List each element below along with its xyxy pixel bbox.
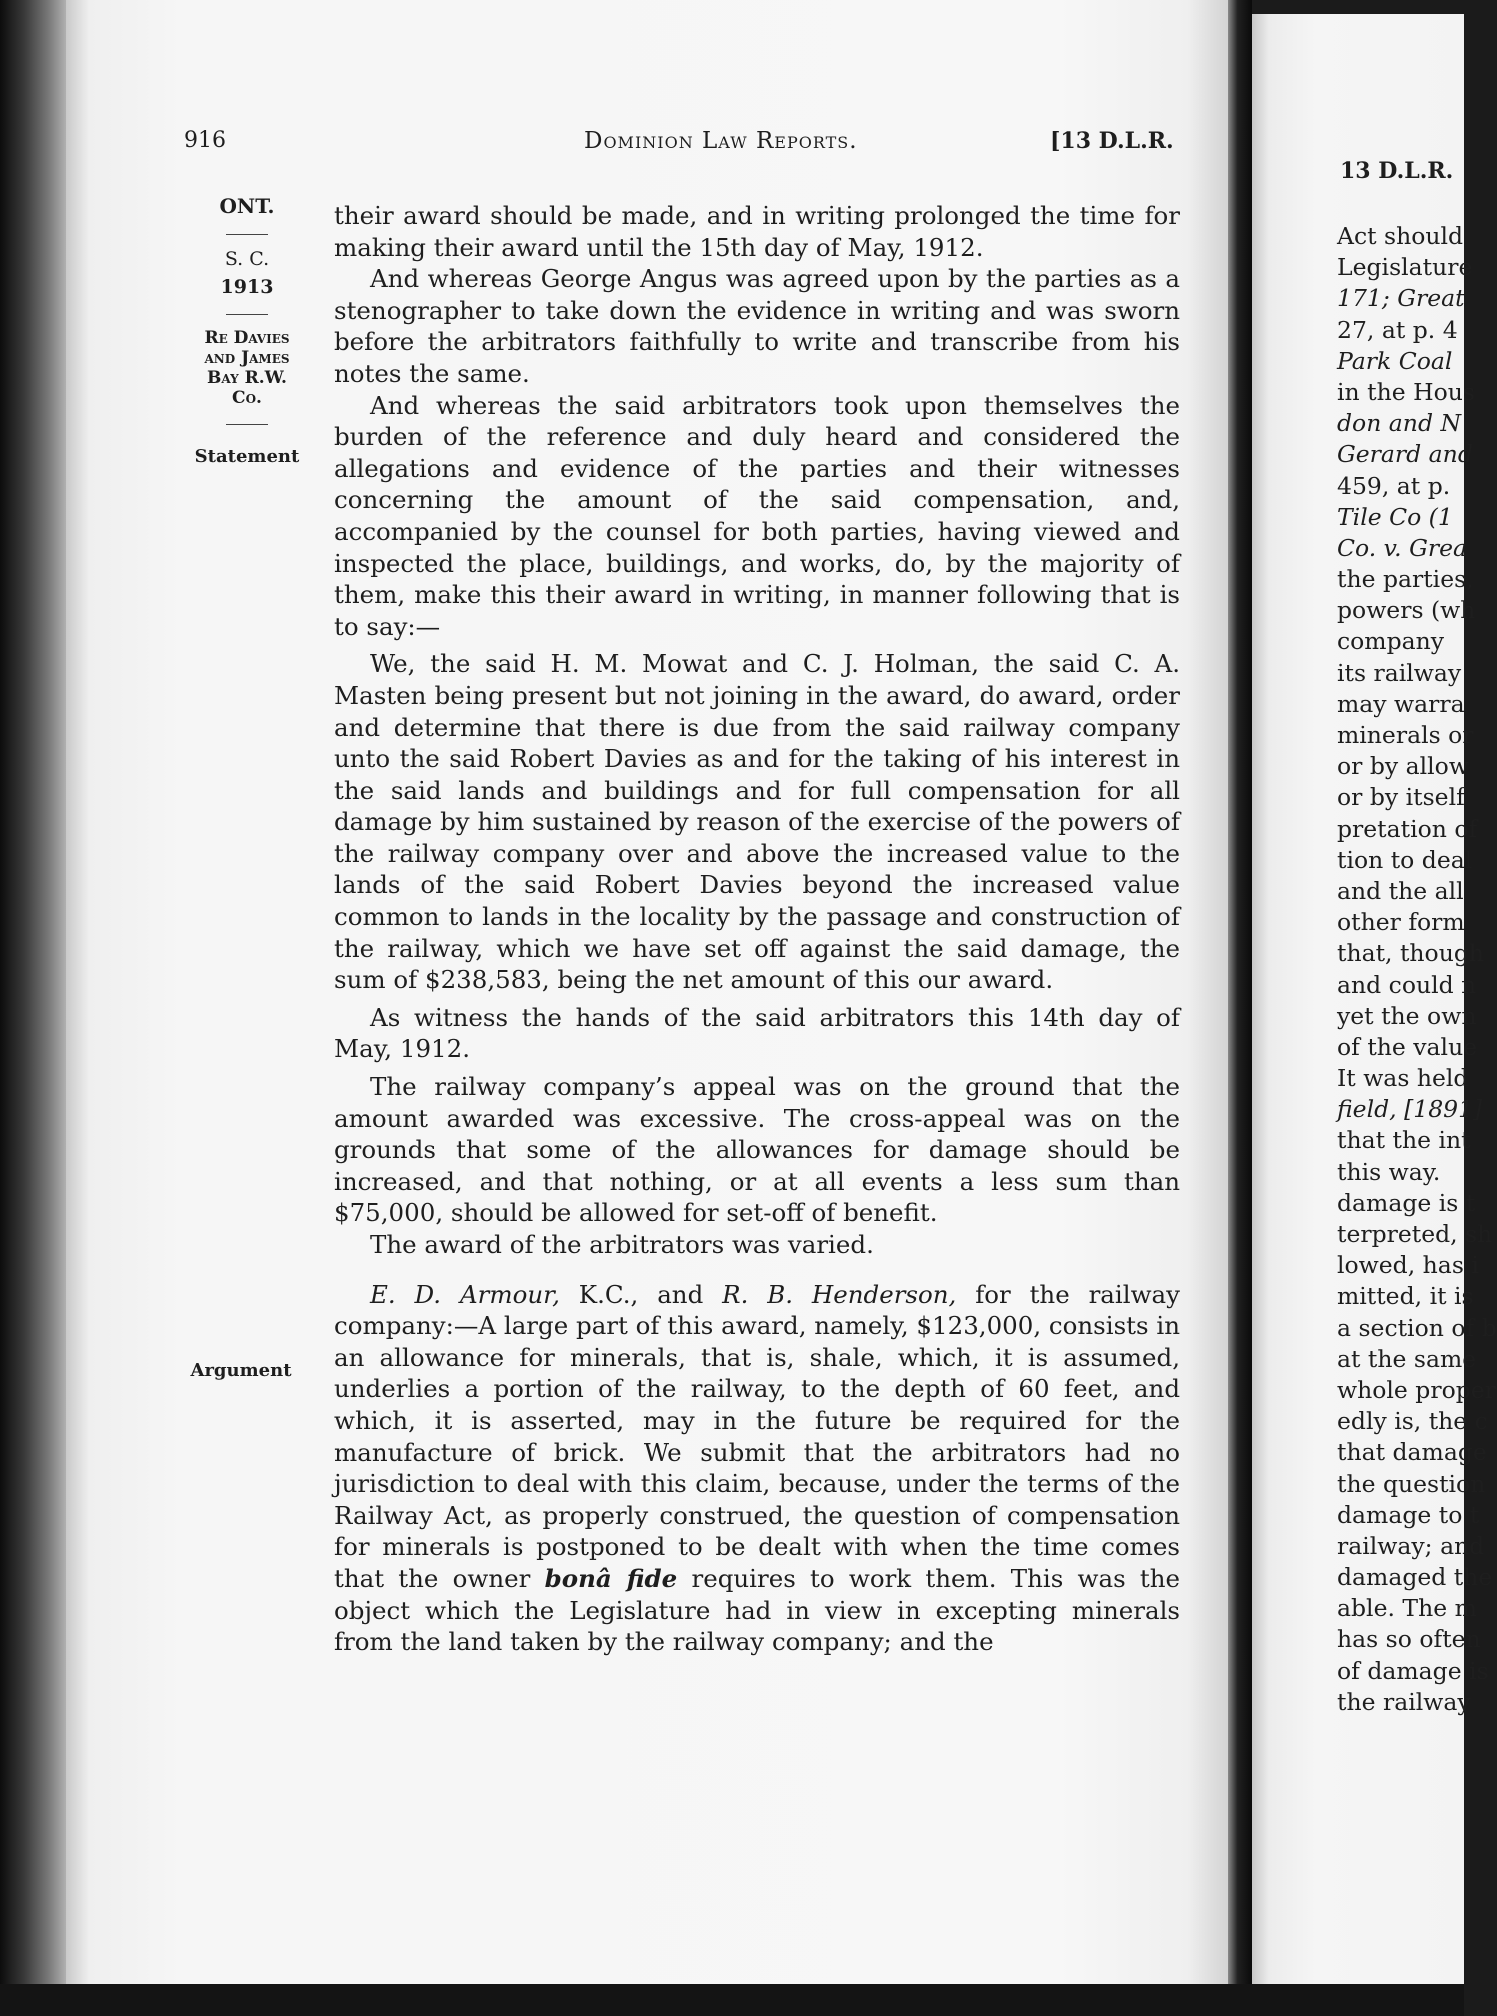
right-page-line: damaged the bbox=[1337, 1563, 1493, 1592]
right-page-line: lowed, has i bbox=[1337, 1251, 1479, 1280]
right-page-line: damage to t bbox=[1337, 1500, 1480, 1529]
right-page-line: edly is, the c bbox=[1337, 1407, 1488, 1436]
right-page-line: yet the own bbox=[1337, 1001, 1477, 1030]
right-page-line: Gerard and bbox=[1337, 440, 1473, 469]
right-page-line: may warra bbox=[1337, 689, 1465, 718]
argument-label: Argument bbox=[190, 1360, 292, 1381]
case-name-line: and James bbox=[204, 348, 290, 368]
right-page-line: or by itself bbox=[1337, 783, 1465, 812]
margin-rule bbox=[226, 424, 268, 425]
right-page-line: and the all bbox=[1337, 876, 1464, 905]
right-page-line: this way. bbox=[1337, 1157, 1441, 1186]
margin-case-name bbox=[182, 328, 312, 408]
right-page-line: in the Hous bbox=[1337, 377, 1475, 406]
margin-year: 1913 bbox=[220, 276, 274, 298]
right-page-line: 459, at p. bbox=[1337, 471, 1451, 500]
argument-paragraph bbox=[334, 1279, 1180, 1658]
right-page-line: the question bbox=[1337, 1469, 1486, 1498]
case-name-line: Re Davies bbox=[204, 328, 290, 348]
paragraph: The railway company’s appeal was on the ground that the amount awarded was excessive. The cross-appeal was on the grounds that some of the allowances for damage should be increased, and that nothing, or at all events a less sum than $75,000, should be allowed for set-off of benefit. bbox=[334, 1072, 1180, 1228]
case-name-line: Bay R.W. bbox=[207, 368, 287, 388]
argument-text: K.C., and bbox=[559, 1279, 723, 1309]
right-page-line: the railway bbox=[1337, 1687, 1471, 1716]
right-page-line: the parties, bbox=[1337, 565, 1474, 594]
right-page-line: Co. v. Grea bbox=[1337, 533, 1468, 562]
margin-rule bbox=[226, 314, 268, 315]
right-page-line: powers (wh bbox=[1337, 596, 1476, 625]
paragraph: And whereas George Angus was agreed upon by the parties as a stenographer to take down the evidence in writing and was sworn before the arbitrators faithfully to write and transcribe from his notes the same. bbox=[334, 264, 1180, 388]
page-number: 916 bbox=[184, 128, 226, 153]
right-page-line: tion to deal bbox=[1337, 845, 1473, 874]
running-title: Dominion Law Reports. bbox=[584, 128, 858, 154]
right-page-line: 27, at p. 4 bbox=[1337, 315, 1458, 344]
argument-text: requires to work them. This was the object which the Legislature had in view in excepting minerals from the land taken by the railway company; and the bbox=[334, 1563, 1180, 1657]
right-page-line: terpreted, sh bbox=[1337, 1220, 1493, 1248]
right-page-line: railway; and bbox=[1337, 1531, 1485, 1560]
right-page-line: of the value bbox=[1337, 1032, 1478, 1061]
right-page-line: Legislature bbox=[1337, 253, 1473, 282]
margin-province: ONT. bbox=[219, 194, 275, 218]
right-page-line: and could n bbox=[1337, 970, 1477, 999]
right-page-text bbox=[1337, 221, 1497, 1718]
main-text bbox=[334, 200, 1180, 1658]
case-name-line: Co. bbox=[232, 388, 262, 408]
right-page-line: field, [1891] bbox=[1337, 1095, 1483, 1124]
right-page-line: 171; Great bbox=[1337, 284, 1465, 313]
right-page-line: able. The m bbox=[1337, 1594, 1477, 1623]
paragraph: their award should be made, and in writing prolonged the time for making their award until the 15th day of May, 1912. bbox=[334, 201, 1180, 262]
right-page-line: company bbox=[1337, 627, 1445, 656]
counsel-name: R. B. Henderson, bbox=[722, 1279, 957, 1309]
counsel-name: E. D. Armour, bbox=[370, 1279, 560, 1309]
right-page-line: mitted, it is bbox=[1337, 1282, 1474, 1311]
right-page-line: minerals or bbox=[1337, 721, 1474, 749]
paragraph: And whereas the said arbitrators took upon themselves the burden of the reference and duly heard and considered the allegations and evidence of the parties and their witnesses concerning the amount of the said compensation, and, accompanied by the counsel for both parties, having viewed and inspected the place, buildings, and works, do, by the majority of them, make this their award in writing, in manner following that is to say:— bbox=[334, 390, 1180, 641]
right-page-line: pretation of bbox=[1337, 814, 1478, 843]
paragraph: The award of the arbitrators was varied. bbox=[370, 1230, 874, 1259]
right-page-line: that, though bbox=[1337, 939, 1485, 968]
book-spine-left bbox=[0, 0, 70, 2016]
right-page-line: damage is t bbox=[1337, 1188, 1476, 1217]
right-page-line: don and N bbox=[1337, 409, 1462, 438]
right-page-line: or by allow bbox=[1337, 752, 1469, 781]
page-bottom-edge bbox=[0, 1984, 1464, 2016]
paragraph: We, the said H. M. Mowat and C. J. Holman, the said C. A. Masten being present but not joining in the award, do award, order and determine that there is due from the said railway company unto the said Robert Davies as and for the taking of his interest in the said lands and buildings and for full compensation for all damage by him sustained by reason of the exercise of the powers of the railway company over and above the increased value to the lands of the said Robert Davies beyond the increased value common to lands in the locality by the passage and construction of the railway, which we have set off against the said damage, the sum of $238,583, being the net amount of this our award. bbox=[334, 649, 1180, 995]
book-gutter bbox=[1228, 0, 1252, 2016]
right-page-line: has so often bbox=[1337, 1625, 1481, 1654]
latin-phrase: bonâ fide bbox=[544, 1563, 678, 1593]
right-page-line: It was held bbox=[1337, 1064, 1469, 1093]
right-page-line: that the int bbox=[1337, 1126, 1471, 1155]
right-page-line: Park Coal bbox=[1337, 346, 1453, 375]
right-page-line: a section of b bbox=[1337, 1313, 1497, 1342]
right-page-line: of damage is bbox=[1337, 1656, 1489, 1685]
right-page-line: its railway bbox=[1337, 658, 1462, 687]
paragraph: As witness the hands of the said arbitrators this 14th day of May, 1912. bbox=[334, 1002, 1180, 1064]
right-page-line: Tile Co (1 bbox=[1337, 502, 1453, 531]
right-page bbox=[1252, 14, 1497, 2004]
right-page-line: other form bbox=[1337, 908, 1465, 937]
right-page-line: that damage bbox=[1337, 1438, 1487, 1467]
margin-rule bbox=[226, 234, 268, 235]
statement-label: Statement bbox=[194, 446, 300, 467]
right-page-header: 13 D.L.R. bbox=[1340, 158, 1454, 184]
right-page-line: whole proper bbox=[1337, 1375, 1496, 1404]
volume-reference: [13 D.L.R. bbox=[1050, 128, 1174, 154]
right-page-line: Act should bbox=[1337, 222, 1464, 250]
margin-court: S. C. bbox=[224, 248, 270, 270]
argument-text: for the railway company:—A large part of this award, namely, $123,000, consists in an allowance for minerals, that is, shale, which, it is assumed, underlies a portion of the railway, to the depth of 60 feet, and which, it is asserted, may in the future be required for the manufacture of brick. We submit that the arbitrators had no jurisdiction to deal with this claim, because, under the terms of the Railway Act, as properly construed, the question of compensation for minerals is postponed to be dealt with when the time comes that the owner bbox=[334, 1279, 1180, 1593]
right-page-line: at the same bbox=[1337, 1344, 1477, 1373]
